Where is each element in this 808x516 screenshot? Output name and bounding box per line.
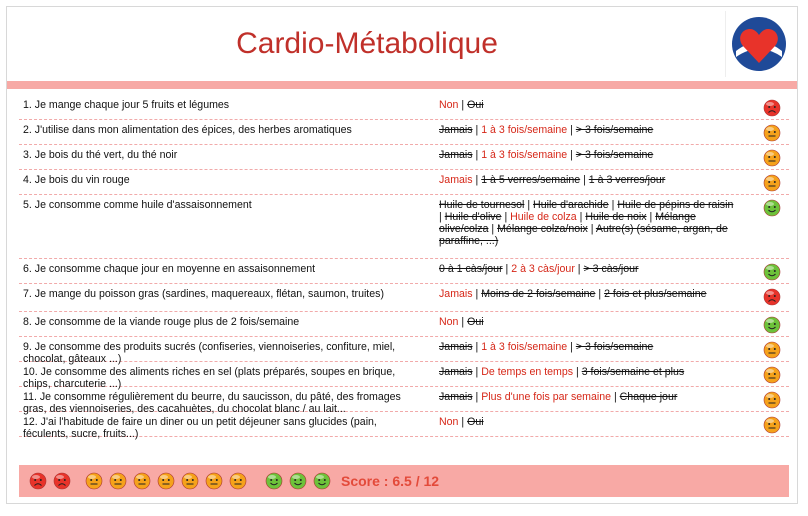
answer-options (439, 366, 739, 378)
orange-smiley-icon (763, 416, 781, 434)
answer-option[interactable]: Oui (467, 99, 484, 111)
answer-option[interactable]: Huile d'arachide (533, 199, 609, 211)
answer-option[interactable]: 3 fois/semaine et plus (581, 366, 685, 378)
answer-option[interactable]: 2 à 3 càs/jour (511, 263, 575, 275)
answer-options (439, 288, 739, 300)
question-row (19, 284, 789, 312)
answer-option[interactable]: Mélange colza/noix (497, 223, 588, 235)
answer-options (439, 316, 739, 328)
orange-smiley-icon (229, 472, 247, 490)
option-separator: | (472, 341, 482, 353)
green-smiley-icon (265, 472, 283, 490)
option-separator: | (608, 199, 618, 211)
green-smiley-icon (289, 472, 307, 490)
answer-option[interactable]: De temps en temps (481, 366, 574, 378)
answer-option[interactable]: 0 à 1 càs/jour (439, 263, 503, 275)
option-separator: | (611, 391, 620, 403)
option-separator: | (580, 174, 589, 186)
option-separator: | (501, 211, 511, 223)
score-bar (19, 465, 789, 497)
question-row (19, 195, 789, 259)
red-smiley-icon (763, 99, 781, 117)
orange-smiley-icon (763, 341, 781, 359)
answer-options (439, 199, 739, 247)
answer-option[interactable]: Huile de pépins de raisin (617, 199, 734, 211)
question-row (19, 312, 789, 337)
option-separator: | (573, 366, 582, 378)
answer-options (439, 149, 739, 161)
question-text: 12. J'ai l'habitude de faire un diner ou un petit déjeuner sans glucides (pain, féculents, sucre, fruits...) (23, 416, 377, 440)
option-separator: | (458, 99, 468, 111)
orange-smiley-icon (763, 174, 781, 192)
answer-option[interactable]: 1 à 3 fois/semaine (481, 149, 568, 161)
option-separator: | (458, 416, 468, 428)
green-smiley-icon (763, 263, 781, 281)
page-title: Cardio-Métabolique (236, 27, 498, 60)
answer-option[interactable]: 1 à 5 verres/semaine (481, 174, 581, 186)
answer-option[interactable]: Huile de tournesol (439, 199, 525, 211)
option-separator: | (574, 263, 584, 275)
answer-option[interactable]: 1 à 3 fois/semaine (481, 124, 568, 136)
question-text: 6. Je consomme chaque jour en moyenne en assaisonnement (23, 263, 316, 275)
answer-options (439, 99, 739, 111)
question-text: 7. Je mange du poisson gras (sardines, maquereaux, flétan, saumon, truites) (23, 288, 384, 300)
option-separator: | (472, 174, 482, 186)
orange-smiley-icon (109, 472, 127, 490)
option-separator: | (587, 223, 596, 235)
question-row (19, 95, 789, 120)
option-separator: | (472, 391, 482, 403)
question-text: 11. Je consomme régulièrement du beurre, du saucisson, du pâté, des fromages gras, des viennoiseries, des cacahuètes, du chocolat blanc / au lait... (23, 391, 401, 415)
answer-option[interactable]: Non (439, 316, 459, 328)
red-smiley-icon (29, 472, 47, 490)
answer-option[interactable]: > 3 fois/semaine (575, 341, 654, 353)
questionnaire-panel (6, 6, 798, 504)
question-row (19, 412, 789, 440)
answer-option[interactable]: Jamais (439, 124, 473, 136)
answer-option[interactable]: Non (439, 416, 459, 428)
answer-option[interactable]: 2 fois et plus/semaine (604, 288, 707, 300)
answer-option[interactable]: > 3 fois/semaine (575, 124, 654, 136)
option-separator: | (567, 124, 576, 136)
answer-options (439, 124, 739, 136)
orange-smiley-icon (181, 472, 199, 490)
answer-option[interactable]: Jamais (439, 366, 473, 378)
answer-option[interactable]: Huile de noix (585, 211, 647, 223)
option-separator: | (576, 211, 586, 223)
answer-option[interactable]: Huile d'olive (444, 211, 502, 223)
option-separator: | (488, 223, 498, 235)
option-separator: | (524, 199, 534, 211)
answer-option[interactable]: Oui (467, 316, 484, 328)
orange-smiley-icon (133, 472, 151, 490)
question-row (19, 120, 789, 145)
question-row (19, 387, 789, 415)
orange-smiley-icon (763, 149, 781, 167)
question-text: 8. Je consomme de la viande rouge plus de 2 fois/semaine (23, 316, 300, 328)
question-text: 4. Je bois du vin rouge (23, 174, 130, 186)
answer-options (439, 416, 739, 428)
option-separator: | (567, 149, 576, 161)
header (7, 7, 797, 81)
option-separator: | (472, 149, 482, 161)
question-text: 9. Je consomme des produits sucrés (confiseries, viennoiseries, confiture, miel, chocolat, gâteaux ...) (23, 341, 396, 365)
orange-smiley-icon (85, 472, 103, 490)
answer-option[interactable]: Jamais (439, 174, 473, 186)
answer-option[interactable]: Plus d'une fois par semaine (481, 391, 612, 403)
orange-smiley-icon (763, 366, 781, 384)
question-list (19, 95, 789, 440)
answer-option[interactable]: Non (439, 99, 459, 111)
answer-options (439, 174, 739, 186)
red-smiley-icon (763, 288, 781, 306)
orange-smiley-icon (763, 124, 781, 142)
option-separator: | (472, 288, 482, 300)
option-separator: | (567, 341, 576, 353)
question-text: 3. Je bois du thé vert, du thé noir (23, 149, 178, 161)
question-row (19, 145, 789, 170)
question-text: 10. Je consomme des aliments riches en sel (plats préparés, soupes en brique, chips, charcuterie ...) (23, 366, 396, 390)
answer-options (439, 341, 739, 353)
option-separator: | (458, 316, 468, 328)
answer-option[interactable]: > 3 fois/semaine (575, 149, 654, 161)
answer-option[interactable]: Oui (467, 416, 484, 428)
option-separator: | (472, 124, 482, 136)
question-row (19, 362, 789, 390)
orange-smiley-icon (205, 472, 223, 490)
question-row (19, 337, 789, 365)
option-separator: | (595, 288, 605, 300)
answer-option[interactable]: Jamais (439, 341, 473, 353)
option-separator: | (472, 366, 482, 378)
answer-option[interactable]: Autre(s) (sésame, argan, de paraffine, ...) (439, 223, 728, 247)
red-smiley-icon (53, 472, 71, 490)
answer-options (439, 263, 739, 275)
answer-option[interactable]: Jamais (439, 391, 473, 403)
answer-option[interactable]: Moins de 2 fois/semaine (481, 288, 596, 300)
question-row (19, 170, 789, 195)
answer-option[interactable]: > 3 càs/jour (583, 263, 639, 275)
score-label: Score : 6.5 / 12 (341, 473, 440, 489)
header-divider-band (7, 81, 797, 89)
answer-option[interactable]: Jamais (439, 149, 473, 161)
answer-option[interactable]: Mélange olive/colza (439, 211, 696, 235)
heart-logo-icon (725, 11, 792, 77)
answer-option[interactable]: Chaque jour (619, 391, 678, 403)
question-text: 2. J'utilise dans mon alimentation des épices, des herbes aromatiques (23, 124, 352, 136)
answer-option[interactable]: 1 à 3 verres/jour (588, 174, 666, 186)
option-separator: | (646, 211, 656, 223)
green-smiley-icon (313, 472, 331, 490)
question-text: 1. Je mange chaque jour 5 fruits et légumes (23, 99, 230, 111)
green-smiley-icon (763, 316, 781, 334)
option-separator: | (502, 263, 512, 275)
answer-option[interactable]: Jamais (439, 288, 473, 300)
question-row (19, 259, 789, 284)
answer-option[interactable]: 1 à 3 fois/semaine (481, 341, 568, 353)
orange-smiley-icon (763, 391, 781, 409)
answer-option[interactable]: Huile de colza (510, 211, 577, 223)
option-separator: | (439, 211, 445, 223)
green-smiley-icon (763, 199, 781, 217)
answer-options (439, 391, 739, 403)
question-text: 5. Je consomme comme huile d'assaisonnement (23, 199, 252, 211)
orange-smiley-icon (157, 472, 175, 490)
